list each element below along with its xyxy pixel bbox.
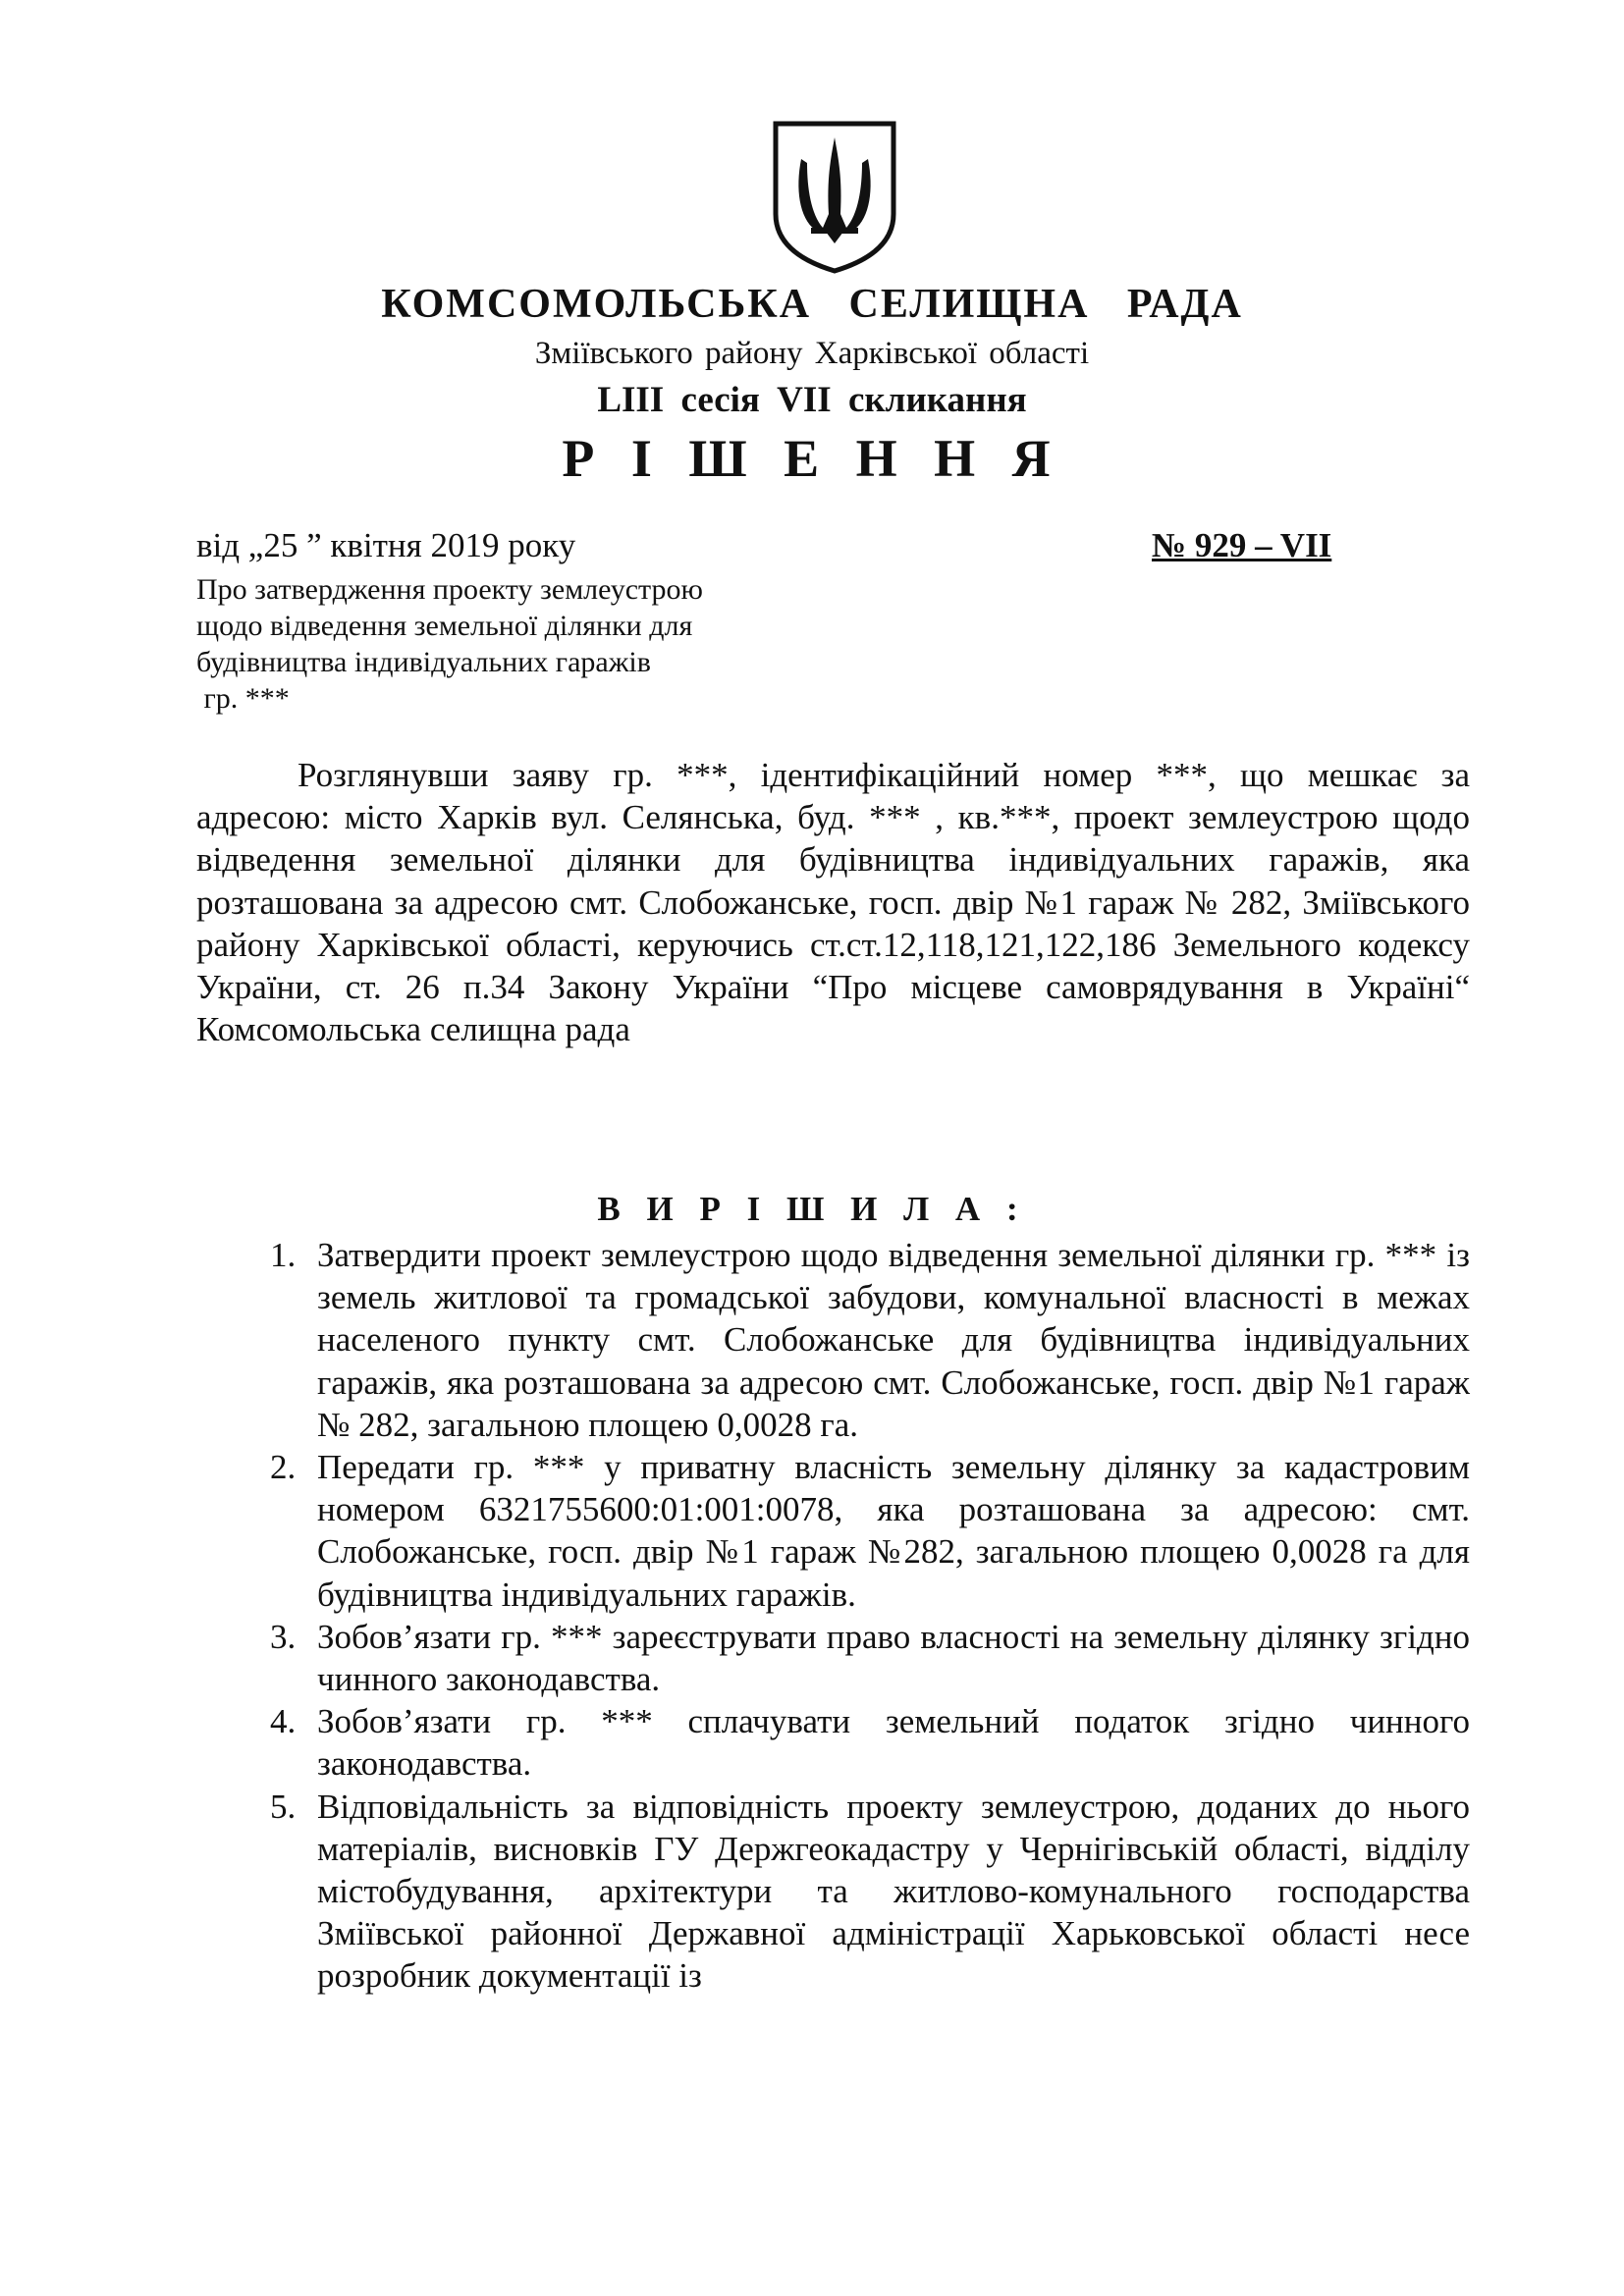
decision-item bbox=[270, 1786, 1470, 1998]
council-title: КОМСОМОЛЬСЬКА СЕЛИЩНА РАДА bbox=[381, 282, 1243, 327]
decision-subject bbox=[196, 571, 785, 717]
resolved-heading: В И Р І Ш И Л А : bbox=[597, 1190, 1027, 1228]
document-type: Р І Ш Е Н Н Я bbox=[562, 429, 1062, 488]
item-text: Зобов’язати гр. *** зареєструвати право власності на земельну ділянку згідно чинного законодавства. bbox=[317, 1617, 1470, 1699]
subject-line: будівництва індивідуальних гаражів bbox=[196, 646, 651, 678]
decision-items-list bbox=[270, 1234, 1470, 1998]
preamble-paragraph: Розглянувши заяву гр. ***, ідентифікаційний номер ***, що мешкає за адресою: місто Харків вул. Селянська, буд. *** , кв.***, проект землеустрою щодо відведення земельної ділянки для будівництва індивідуальних гаражів, яка розташована за адресою смт. Слобожанське, госп. двір №1 гараж № 282, Зміївського району Харківської області, керуючись ст.ст.12,118,121,122,186 Земельного кодексу України, ст. 26 п.34 Закону України “Про місцеве самоврядування в Україні“ Комсомольська селищна рада bbox=[196, 756, 1470, 1049]
item-text: Зобов’язати гр. *** сплачувати земельний податок згідно чинного законодавства. bbox=[317, 1702, 1470, 1784]
subject-line: Про затвердження проекту землеустрою bbox=[196, 573, 703, 606]
decision-item bbox=[270, 1616, 1470, 1700]
item-number: 3. bbox=[270, 1617, 297, 1656]
decision-number: № 929 – VII bbox=[1152, 526, 1332, 564]
item-number: 1. bbox=[270, 1236, 297, 1274]
item-number: 2. bbox=[270, 1448, 297, 1487]
item-text: Передати гр. *** у приватну власність земельну ділянку за кадастровим номером 6321755600:01:001:0078, яка розташована за адресою: смт. Слобожанське, госп. двір №1 гараж №282, загальною площею 0,0028 га для будівництва індивідуальних гаражів. bbox=[317, 1448, 1470, 1614]
subject-line: гр. *** bbox=[196, 682, 290, 715]
decision-date: від „25 ” квітня 2019 року bbox=[196, 526, 576, 564]
coat-of-arms-icon bbox=[772, 120, 897, 275]
district-line: Зміївського району Харківської області bbox=[534, 336, 1090, 371]
item-text: Відповідальність за відповідність проекту землеустрою, доданих до нього матеріалів, висновків ГУ Держгеокадастру у Чернігівській області, відділу містобудування, архітектури та житлово-комунального господарства Зміївської районної Державної адміністрації Харьковської області несе розробник документації із bbox=[317, 1787, 1470, 1996]
item-number: 5. bbox=[270, 1787, 297, 1826]
subject-line: щодо відведення земельної ділянки для bbox=[196, 610, 693, 642]
item-number: 4. bbox=[270, 1702, 297, 1741]
session-line: LIII сесія VII скликання bbox=[597, 380, 1027, 420]
decision-item bbox=[270, 1700, 1470, 1785]
item-text: Затвердити проект землеустрою щодо відведення земельної ділянки гр. *** із земель житлової та громадської забудови, комунальної власності в межах населеного пункту смт. Слобожанське для будівництва індивідуальних гаражів, яка розташована за адресою смт. Слобожанське, госп. двір №1 гараж № 282, загальною площею 0,0028 га. bbox=[317, 1236, 1470, 1444]
decision-item bbox=[270, 1234, 1470, 1446]
decision-item bbox=[270, 1446, 1470, 1616]
